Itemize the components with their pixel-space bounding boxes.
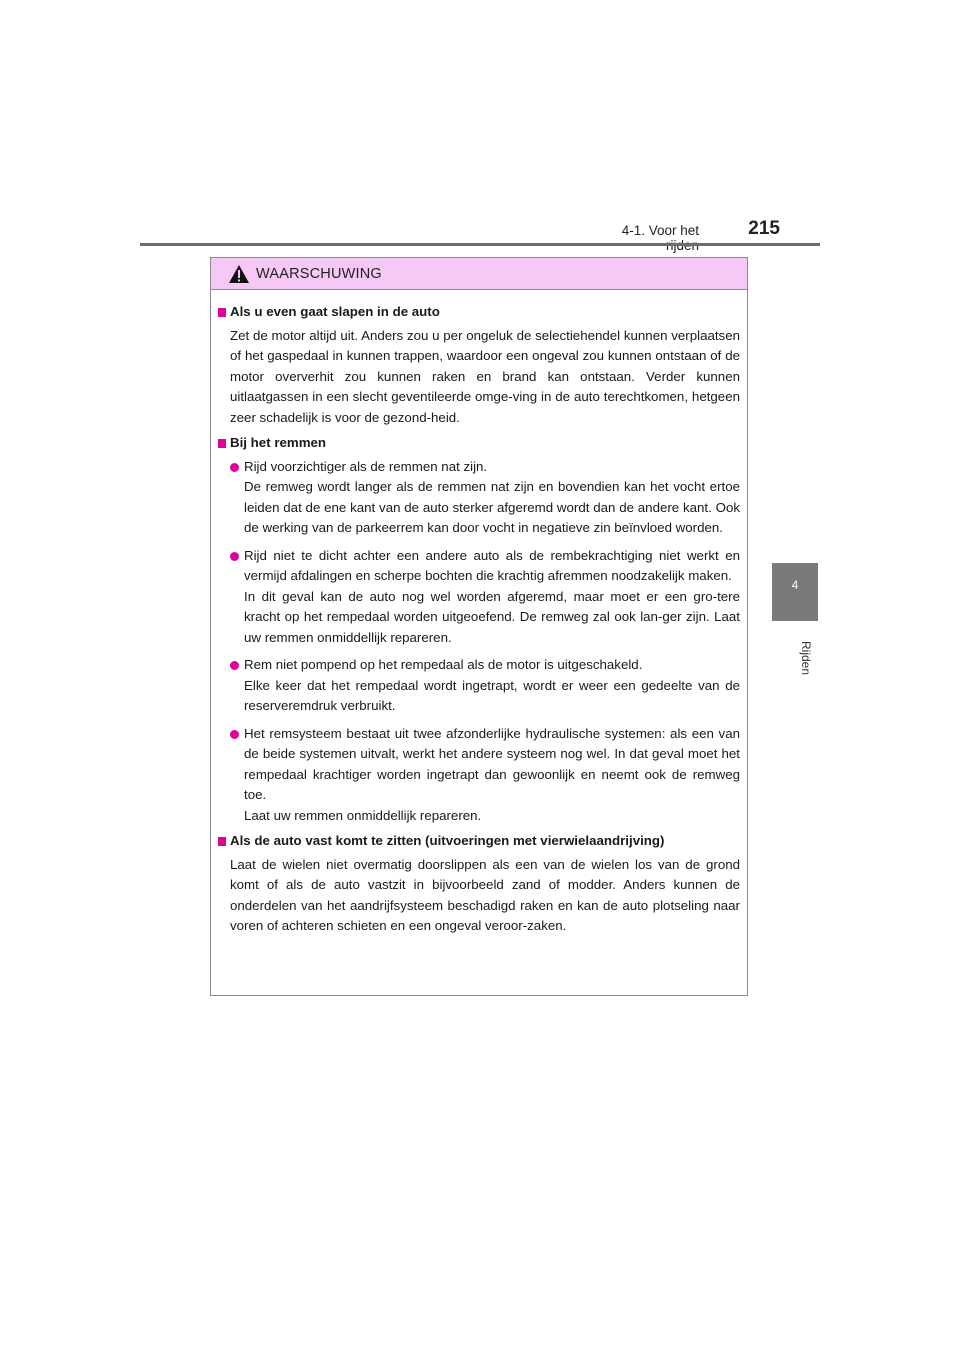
section-text: Laat de wielen niet overmatig doorslippen als een van de wielen los van de grond komt of als de auto vastzit in bijvoorbeeld zand of modder. Anders kunnen de onderdelen van het aandrijfsysteem beschadigd raken en kan de auto plotseling naar voren of achteren schieten en een ongeval veroor-zaken.: [230, 856, 740, 933]
chapter-label: Rijden: [799, 640, 813, 676]
list-item: [218, 655, 740, 717]
warning-body: [211, 290, 747, 937]
section-title: Als u even gaat slapen in de auto: [218, 302, 740, 323]
list-item: [218, 457, 740, 539]
list-item: [218, 724, 740, 827]
section-title: Als de auto vast komt te zitten (uitvoeringen met vierwielaandrijving): [218, 831, 740, 852]
item-lead: Rem niet pompend op het rempedaal als de motor is uitgeschakeld.: [244, 657, 643, 672]
warning-title: WAARSCHUWING: [256, 265, 382, 282]
warning-header: [211, 258, 747, 290]
warning-triangle-icon: [228, 264, 250, 284]
header-rule: [140, 243, 820, 246]
item-lead: Rijd niet te dicht achter een andere auto als de rembekrachtiging niet werkt en vermijd afdalingen en scherpe bochten die krachtig afremmen noodzakelijk maken.: [244, 547, 740, 583]
item-lead: Rijd voorzichtiger als de remmen nat zijn.: [244, 458, 488, 474]
chapter-tab: 4: [772, 563, 818, 621]
item-text: Laat uw remmen onmiddellijk repareren.: [244, 807, 482, 823]
item-text: Elke keer dat het rempedaal wordt ingetrapt, wordt er weer een gedeelte van de reserveremdruk verbruikt.: [244, 677, 740, 713]
list-item: [218, 546, 740, 649]
item-text: De remweg wordt langer als de remmen nat zijn en bovendien kan het vocht ertoe leiden dat de ene kant van de auto sterker afgeremd wordt dan de andere kant. Ook de werking van de parkeerrem kan door vocht in negatieve zin beïnvloed worden.: [244, 479, 740, 535]
section-title: Bij het remmen: [218, 433, 740, 454]
section-text: Zet de motor altijd uit. Anders zou u per ongeluk de selectiehendel kunnen verplaatsen of het gaspedaal in kunnen trappen, waardoor een ongeval zou kunnen ontstaan of de motor oververhit zou kunnen raken en brand kan ontstaan. Verder kunnen uitlaatgassen in een slecht geventileerde omge-ving in de auto terechtkomen, hetgeen zeer schadelijk is voor de gezond-heid.: [230, 327, 740, 425]
item-text: In dit geval kan de auto nog wel worden afgeremd, maar moet er een gro-tere kracht op het rempedaal worden uitgeoefend. De remweg zal ook lan-ger zijn. Laat uw remmen onmiddellijk repareren.: [244, 588, 740, 645]
item-lead: Het remsysteem bestaat uit twee afzonderlijke hydraulische systemen: als een van de beide systemen uitvalt, werkt het andere systeem nog wel. In dat geval moet het rempedaal krachtiger worden ingetrapt dan gewoonlijk en neemt ook de remweg toe.: [244, 725, 740, 802]
section-braking: [218, 433, 740, 826]
section-stuck-4wd: [218, 831, 740, 937]
page-number: 215: [748, 218, 780, 239]
section-sleeping: [218, 302, 740, 428]
section-heading: 4-1. Voor het: [621, 223, 699, 238]
warning-box: [210, 257, 748, 996]
